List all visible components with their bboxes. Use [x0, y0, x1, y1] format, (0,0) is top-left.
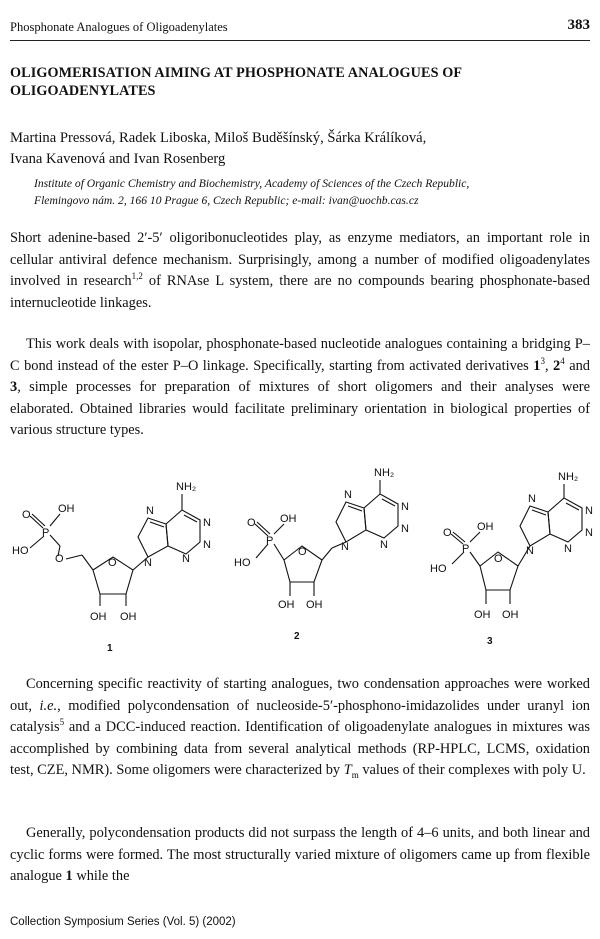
n-atom-label: N — [526, 545, 534, 557]
compound-number: 2 — [294, 631, 300, 642]
o-atom-label: O — [298, 546, 307, 558]
o-atom-label: O — [247, 517, 256, 529]
p-atom-label: P — [462, 543, 470, 555]
header-divider — [10, 40, 590, 41]
amine-label: NH₂ — [558, 471, 579, 483]
affiliation-line-1: Institute of Organic Chemistry and Biochemistry, Academy of Sciences of the Czech Republic, — [34, 177, 470, 190]
compound-number: 1 — [107, 643, 113, 654]
hydroxyl-label: HO — [234, 557, 251, 569]
affiliation — [34, 175, 594, 209]
citation-ref: 3 — [540, 355, 545, 366]
o-atom-label: O — [22, 509, 31, 521]
paragraph-4: Generally, polycondensation products did not surpass the length of 4–6 units, and both linear and cyclic forms were formed. The most structurally varied mixture of oligomers came up from flexible analogue 1 while the — [10, 825, 590, 884]
o-atom-label: O — [108, 557, 117, 569]
citation-ref: 4 — [560, 355, 565, 366]
n-atom-label: N — [344, 489, 352, 501]
n-atom-label: N — [528, 493, 536, 505]
n-atom-label: N — [380, 539, 388, 551]
hydroxyl-label: OH — [120, 611, 137, 623]
hydroxyl-label: OH — [306, 599, 323, 611]
paragraph-3: Concerning specific reactivity of starting analogues, two condensation approaches were worked out, i.e., modified polycondensation of nucleoside-5′-phosphono-imidazolides under uranyl ion catalysis$^5$ and a DCC-induced reaction. Identification of oligoadenylate analogues in mixtures was accomplished by combining data from several analytical methods (RP-HPLC, LCMS, oxidation test, CZE, NMR). Some oligomers were characterized by $T_m$ values of their complexes with poly U. — [10, 676, 590, 780]
authors-line-2: Ivana Kavenová and Ivan Rosenberg — [10, 151, 226, 167]
n-atom-label: N — [144, 557, 152, 569]
compound-ref: 1 — [533, 357, 541, 374]
footer-series: Collection Symposium Series (Vol. 5) (2002) — [10, 916, 236, 928]
hydroxyl-label: OH — [474, 609, 491, 621]
affiliation-line-2: Flemingovo nám. 2, 166 10 Prague 6, Czech Republic; e-mail: ivan@uochb.cas.cz — [34, 194, 419, 207]
n-atom-label: N — [585, 527, 593, 539]
paragraph-2: This work deals with isopolar, phosphonate-based nucleotide analogues containing a bridging P–C bond instead of the ester P–O linkage. Specifically, starting from activated derivatives $1^3$, $2^4$ and 3, simple processes for preparation of mixtures of short oligomers and their analyses were elaborated. Obtained libraries would facilitate preliminary orientation in biological properties of various structure types. — [10, 336, 590, 438]
page-number: 383 — [567, 17, 590, 33]
amine-label: NH₂ — [176, 481, 197, 493]
amine-label: NH₂ — [374, 467, 395, 479]
hydroxyl-label: OH — [278, 599, 295, 611]
compound-ref: 2 — [553, 357, 561, 374]
n-atom-label: N — [564, 543, 572, 555]
compound-ref: 3 — [10, 379, 18, 395]
compound-2-structure — [255, 480, 398, 596]
o-atom-label: O — [443, 527, 452, 539]
citation-ref: 5 — [59, 717, 65, 728]
o-atom-label: O — [55, 553, 64, 565]
paragraph-1: Short adenine-based 2′-5′ oligoribonucleotides play, as enzyme mediators, an important role in cellular antiviral defence mechanism. Surprisingly, among a number of modified oligoadenylates involved in research$^{1,2}$ of RNAse L system, there are no compounds bearing phosphonate-based internucleotide linkages. — [10, 230, 590, 311]
n-atom-label: N — [203, 539, 211, 551]
citation-ref: 1,2 — [131, 271, 143, 282]
author-list — [10, 128, 590, 170]
hydroxyl-label: OH — [90, 611, 107, 623]
hydroxyl-label: OH — [280, 513, 297, 525]
hydroxyl-label: HO — [12, 545, 29, 557]
o-atom-label: O — [494, 553, 503, 565]
n-atom-label: N — [341, 541, 349, 553]
article-title: OLIGOMERISATION AIMING AT PHOSPHONATE ANALOGUES OF OLIGOADENYLATES — [10, 65, 462, 99]
hydroxyl-label: OH — [58, 503, 75, 515]
n-atom-label: N — [585, 505, 593, 517]
chemical-structures-figure — [0, 458, 600, 668]
n-atom-label: N — [146, 505, 154, 517]
compound-1-structure — [30, 494, 200, 606]
hydroxyl-label: HO — [430, 563, 447, 575]
n-atom-label: N — [203, 517, 211, 529]
p-atom-label: P — [266, 535, 274, 547]
compound-ref: 1 — [65, 868, 73, 884]
n-atom-label: N — [401, 523, 409, 535]
n-atom-label: N — [401, 501, 409, 513]
p-atom-label: P — [42, 527, 50, 539]
compound-3-structure — [451, 484, 582, 604]
running-title: Phosphonate Analogues of Oligoadenylates — [10, 20, 228, 34]
hydroxyl-label: OH — [477, 521, 494, 533]
authors-line-1: Martina Pressová, Radek Liboska, Miloš Buděšínský, Šárka Králíková, — [10, 130, 427, 146]
hydroxyl-label: OH — [502, 609, 519, 621]
n-atom-label: N — [182, 553, 190, 565]
compound-number: 3 — [487, 636, 493, 647]
